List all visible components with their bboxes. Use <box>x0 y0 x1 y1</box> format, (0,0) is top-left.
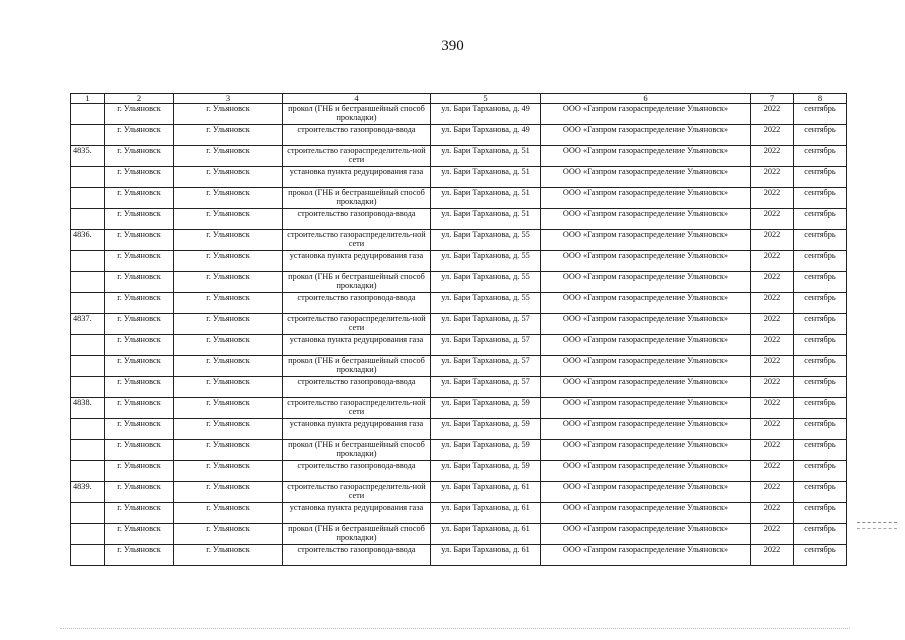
cell-municipality: г. Ульяновск <box>105 482 174 503</box>
table-row <box>71 104 847 125</box>
cell-organization: ООО «Газпром газораспределение Ульяновск» <box>541 104 751 125</box>
cell-address: ул. Бари Тарханова, д. 59 <box>431 419 541 440</box>
cell-year: 2022 <box>751 209 794 230</box>
cell-work-type: строительство газопровода-ввода <box>283 377 431 398</box>
table-row <box>71 272 847 293</box>
cell-month: сентябрь <box>794 419 847 440</box>
cell-address: ул. Бари Тарханова, д. 57 <box>431 356 541 377</box>
cell-work-type: прокол (ГНБ и бестраншейный способ прокладки) <box>283 104 431 125</box>
cell-address: ул. Бари Тарханова, д. 55 <box>431 293 541 314</box>
cell-address: ул. Бари Тарханова, д. 57 <box>431 335 541 356</box>
cell-municipality: г. Ульяновск <box>105 545 174 566</box>
table-row <box>71 230 847 251</box>
cell-address: ул. Бари Тарханова, д. 51 <box>431 146 541 167</box>
cell-work-type: установка пункта редуцирования газа <box>283 419 431 440</box>
cell-year: 2022 <box>751 293 794 314</box>
cell-row-number <box>71 503 105 524</box>
cell-address: ул. Бари Тарханова, д. 51 <box>431 209 541 230</box>
table-row <box>71 524 847 545</box>
cell-work-type: установка пункта редуцирования газа <box>283 335 431 356</box>
cell-locality: г. Ульяновск <box>174 314 283 335</box>
cell-month: сентябрь <box>794 377 847 398</box>
cell-work-type: строительство газораспределитель-ной сети <box>283 398 431 419</box>
table-row <box>71 398 847 419</box>
cell-address: ул. Бари Тарханова, д. 59 <box>431 440 541 461</box>
cell-year: 2022 <box>751 188 794 209</box>
cell-row-number <box>71 272 105 293</box>
cell-month: сентябрь <box>794 314 847 335</box>
margin-mark <box>857 528 897 529</box>
cell-organization: ООО «Газпром газораспределение Ульяновск» <box>541 188 751 209</box>
cell-municipality: г. Ульяновск <box>105 314 174 335</box>
page-bottom-edge <box>60 628 850 629</box>
cell-work-type: строительство газопровода-ввода <box>283 545 431 566</box>
cell-year: 2022 <box>751 419 794 440</box>
cell-locality: г. Ульяновск <box>174 167 283 188</box>
cell-year: 2022 <box>751 146 794 167</box>
cell-locality: г. Ульяновск <box>174 524 283 545</box>
cell-row-number <box>71 293 105 314</box>
cell-organization: ООО «Газпром газораспределение Ульяновск» <box>541 377 751 398</box>
cell-municipality: г. Ульяновск <box>105 272 174 293</box>
cell-municipality: г. Ульяновск <box>105 356 174 377</box>
cell-address: ул. Бари Тарханова, д. 51 <box>431 188 541 209</box>
cell-work-type: прокол (ГНБ и бестраншейный способ прокладки) <box>283 524 431 545</box>
cell-organization: ООО «Газпром газораспределение Ульяновск» <box>541 440 751 461</box>
cell-address: ул. Бари Тарханова, д. 57 <box>431 314 541 335</box>
cell-year: 2022 <box>751 167 794 188</box>
cell-address: ул. Бари Тарханова, д. 55 <box>431 251 541 272</box>
table-row <box>71 356 847 377</box>
cell-locality: г. Ульяновск <box>174 230 283 251</box>
table-row <box>71 461 847 482</box>
cell-work-type: строительство газораспределитель-ной сети <box>283 230 431 251</box>
cell-address: ул. Бари Тарханова, д. 51 <box>431 167 541 188</box>
column-header-5: 5 <box>431 94 541 104</box>
page-number: 390 <box>441 38 464 54</box>
cell-row-number: 4836. <box>71 230 105 251</box>
cell-year: 2022 <box>751 272 794 293</box>
cell-work-type: прокол (ГНБ и бестраншейный способ прокладки) <box>283 188 431 209</box>
column-header-7: 7 <box>751 94 794 104</box>
table-row <box>71 503 847 524</box>
cell-month: сентябрь <box>794 440 847 461</box>
cell-organization: ООО «Газпром газораспределение Ульяновск» <box>541 356 751 377</box>
cell-work-type: установка пункта редуцирования газа <box>283 503 431 524</box>
cell-row-number: 4835. <box>71 146 105 167</box>
cell-month: сентябрь <box>794 356 847 377</box>
cell-municipality: г. Ульяновск <box>105 524 174 545</box>
table-row <box>71 335 847 356</box>
cell-organization: ООО «Газпром газораспределение Ульяновск» <box>541 125 751 146</box>
cell-address: ул. Бари Тарханова, д. 61 <box>431 503 541 524</box>
cell-locality: г. Ульяновск <box>174 104 283 125</box>
margin-mark <box>857 522 897 523</box>
cell-month: сентябрь <box>794 146 847 167</box>
cell-work-type: строительство газораспределитель-ной сети <box>283 482 431 503</box>
cell-month: сентябрь <box>794 188 847 209</box>
cell-municipality: г. Ульяновск <box>105 125 174 146</box>
cell-month: сентябрь <box>794 545 847 566</box>
cell-row-number <box>71 419 105 440</box>
cell-month: сентябрь <box>794 398 847 419</box>
cell-municipality: г. Ульяновск <box>105 503 174 524</box>
cell-row-number <box>71 524 105 545</box>
cell-row-number <box>71 188 105 209</box>
data-table <box>70 93 847 566</box>
cell-organization: ООО «Газпром газораспределение Ульяновск» <box>541 482 751 503</box>
cell-address: ул. Бари Тарханова, д. 49 <box>431 104 541 125</box>
cell-row-number <box>71 545 105 566</box>
cell-locality: г. Ульяновск <box>174 482 283 503</box>
cell-work-type: прокол (ГНБ и бестраншейный способ прокладки) <box>283 272 431 293</box>
cell-year: 2022 <box>751 461 794 482</box>
cell-row-number <box>71 377 105 398</box>
cell-year: 2022 <box>751 356 794 377</box>
cell-row-number <box>71 251 105 272</box>
cell-organization: ООО «Газпром газораспределение Ульяновск» <box>541 419 751 440</box>
cell-address: ул. Бари Тарханова, д. 59 <box>431 398 541 419</box>
cell-work-type: прокол (ГНБ и бестраншейный способ прокладки) <box>283 440 431 461</box>
cell-month: сентябрь <box>794 482 847 503</box>
cell-work-type: строительство газопровода-ввода <box>283 461 431 482</box>
cell-address: ул. Бари Тарханова, д. 61 <box>431 524 541 545</box>
table-row <box>71 293 847 314</box>
cell-address: ул. Бари Тарханова, д. 59 <box>431 461 541 482</box>
cell-month: сентябрь <box>794 272 847 293</box>
cell-work-type: строительство газопровода-ввода <box>283 125 431 146</box>
cell-municipality: г. Ульяновск <box>105 377 174 398</box>
cell-locality: г. Ульяновск <box>174 146 283 167</box>
table-row <box>71 545 847 566</box>
table-row <box>71 314 847 335</box>
cell-address: ул. Бари Тарханова, д. 55 <box>431 230 541 251</box>
column-header-8: 8 <box>794 94 847 104</box>
cell-work-type: строительство газопровода-ввода <box>283 293 431 314</box>
cell-row-number <box>71 335 105 356</box>
cell-organization: ООО «Газпром газораспределение Ульяновск» <box>541 251 751 272</box>
cell-work-type: установка пункта редуцирования газа <box>283 251 431 272</box>
cell-row-number: 4837. <box>71 314 105 335</box>
cell-organization: ООО «Газпром газораспределение Ульяновск» <box>541 314 751 335</box>
cell-municipality: г. Ульяновск <box>105 440 174 461</box>
cell-year: 2022 <box>751 524 794 545</box>
cell-row-number <box>71 104 105 125</box>
cell-row-number: 4838. <box>71 398 105 419</box>
cell-month: сентябрь <box>794 209 847 230</box>
cell-locality: г. Ульяновск <box>174 377 283 398</box>
cell-work-type: строительство газораспределитель-ной сети <box>283 146 431 167</box>
cell-row-number <box>71 440 105 461</box>
cell-locality: г. Ульяновск <box>174 356 283 377</box>
cell-row-number <box>71 461 105 482</box>
cell-locality: г. Ульяновск <box>174 272 283 293</box>
cell-month: сентябрь <box>794 461 847 482</box>
cell-month: сентябрь <box>794 293 847 314</box>
column-header-3: 3 <box>174 94 283 104</box>
cell-year: 2022 <box>751 314 794 335</box>
table-row <box>71 167 847 188</box>
cell-municipality: г. Ульяновск <box>105 335 174 356</box>
cell-locality: г. Ульяновск <box>174 293 283 314</box>
table-header-row <box>71 94 847 104</box>
cell-municipality: г. Ульяновск <box>105 251 174 272</box>
cell-locality: г. Ульяновск <box>174 251 283 272</box>
cell-organization: ООО «Газпром газораспределение Ульяновск» <box>541 167 751 188</box>
cell-municipality: г. Ульяновск <box>105 146 174 167</box>
cell-address: ул. Бари Тарханова, д. 57 <box>431 377 541 398</box>
column-header-2: 2 <box>105 94 174 104</box>
cell-organization: ООО «Газпром газораспределение Ульяновск» <box>541 503 751 524</box>
table-row <box>71 482 847 503</box>
cell-locality: г. Ульяновск <box>174 188 283 209</box>
cell-organization: ООО «Газпром газораспределение Ульяновск» <box>541 272 751 293</box>
cell-address: ул. Бари Тарханова, д. 49 <box>431 125 541 146</box>
table-row <box>71 419 847 440</box>
cell-municipality: г. Ульяновск <box>105 398 174 419</box>
table-row <box>71 188 847 209</box>
column-header-6: 6 <box>541 94 751 104</box>
cell-row-number <box>71 125 105 146</box>
cell-row-number <box>71 167 105 188</box>
cell-year: 2022 <box>751 335 794 356</box>
cell-year: 2022 <box>751 377 794 398</box>
cell-municipality: г. Ульяновск <box>105 167 174 188</box>
cell-row-number <box>71 209 105 230</box>
cell-row-number: 4839. <box>71 482 105 503</box>
cell-year: 2022 <box>751 482 794 503</box>
cell-locality: г. Ульяновск <box>174 209 283 230</box>
table-row <box>71 377 847 398</box>
cell-address: ул. Бари Тарханова, д. 55 <box>431 272 541 293</box>
cell-work-type: строительство газораспределитель-ной сети <box>283 314 431 335</box>
cell-locality: г. Ульяновск <box>174 440 283 461</box>
table-row <box>71 209 847 230</box>
cell-locality: г. Ульяновск <box>174 419 283 440</box>
cell-organization: ООО «Газпром газораспределение Ульяновск» <box>541 209 751 230</box>
cell-organization: ООО «Газпром газораспределение Ульяновск» <box>541 293 751 314</box>
cell-month: сентябрь <box>794 503 847 524</box>
table-body <box>71 94 847 566</box>
cell-work-type: установка пункта редуцирования газа <box>283 167 431 188</box>
cell-organization: ООО «Газпром газораспределение Ульяновск» <box>541 335 751 356</box>
cell-municipality: г. Ульяновск <box>105 209 174 230</box>
column-header-4: 4 <box>283 94 431 104</box>
cell-locality: г. Ульяновск <box>174 398 283 419</box>
cell-month: сентябрь <box>794 230 847 251</box>
cell-year: 2022 <box>751 104 794 125</box>
cell-municipality: г. Ульяновск <box>105 188 174 209</box>
cell-row-number <box>71 356 105 377</box>
table-row <box>71 125 847 146</box>
cell-month: сентябрь <box>794 104 847 125</box>
cell-locality: г. Ульяновск <box>174 335 283 356</box>
column-header-1: 1 <box>71 94 105 104</box>
cell-year: 2022 <box>751 545 794 566</box>
cell-organization: ООО «Газпром газораспределение Ульяновск» <box>541 230 751 251</box>
cell-organization: ООО «Газпром газораспределение Ульяновск» <box>541 524 751 545</box>
cell-year: 2022 <box>751 503 794 524</box>
cell-municipality: г. Ульяновск <box>105 461 174 482</box>
table-row <box>71 251 847 272</box>
cell-month: сентябрь <box>794 125 847 146</box>
cell-work-type: прокол (ГНБ и бестраншейный способ прокладки) <box>283 356 431 377</box>
cell-year: 2022 <box>751 440 794 461</box>
cell-month: сентябрь <box>794 335 847 356</box>
table-row <box>71 146 847 167</box>
cell-municipality: г. Ульяновск <box>105 293 174 314</box>
cell-organization: ООО «Газпром газораспределение Ульяновск» <box>541 146 751 167</box>
cell-organization: ООО «Газпром газораспределение Ульяновск» <box>541 545 751 566</box>
cell-municipality: г. Ульяновск <box>105 419 174 440</box>
cell-organization: ООО «Газпром газораспределение Ульяновск» <box>541 461 751 482</box>
cell-year: 2022 <box>751 230 794 251</box>
table-row <box>71 440 847 461</box>
cell-locality: г. Ульяновск <box>174 503 283 524</box>
cell-year: 2022 <box>751 125 794 146</box>
cell-organization: ООО «Газпром газораспределение Ульяновск» <box>541 398 751 419</box>
cell-locality: г. Ульяновск <box>174 545 283 566</box>
cell-year: 2022 <box>751 251 794 272</box>
cell-locality: г. Ульяновск <box>174 461 283 482</box>
cell-month: сентябрь <box>794 251 847 272</box>
cell-address: ул. Бари Тарханова, д. 61 <box>431 545 541 566</box>
cell-month: сентябрь <box>794 524 847 545</box>
cell-address: ул. Бари Тарханова, д. 61 <box>431 482 541 503</box>
cell-municipality: г. Ульяновск <box>105 104 174 125</box>
cell-month: сентябрь <box>794 167 847 188</box>
cell-work-type: строительство газопровода-ввода <box>283 209 431 230</box>
cell-year: 2022 <box>751 398 794 419</box>
cell-locality: г. Ульяновск <box>174 125 283 146</box>
cell-municipality: г. Ульяновск <box>105 230 174 251</box>
